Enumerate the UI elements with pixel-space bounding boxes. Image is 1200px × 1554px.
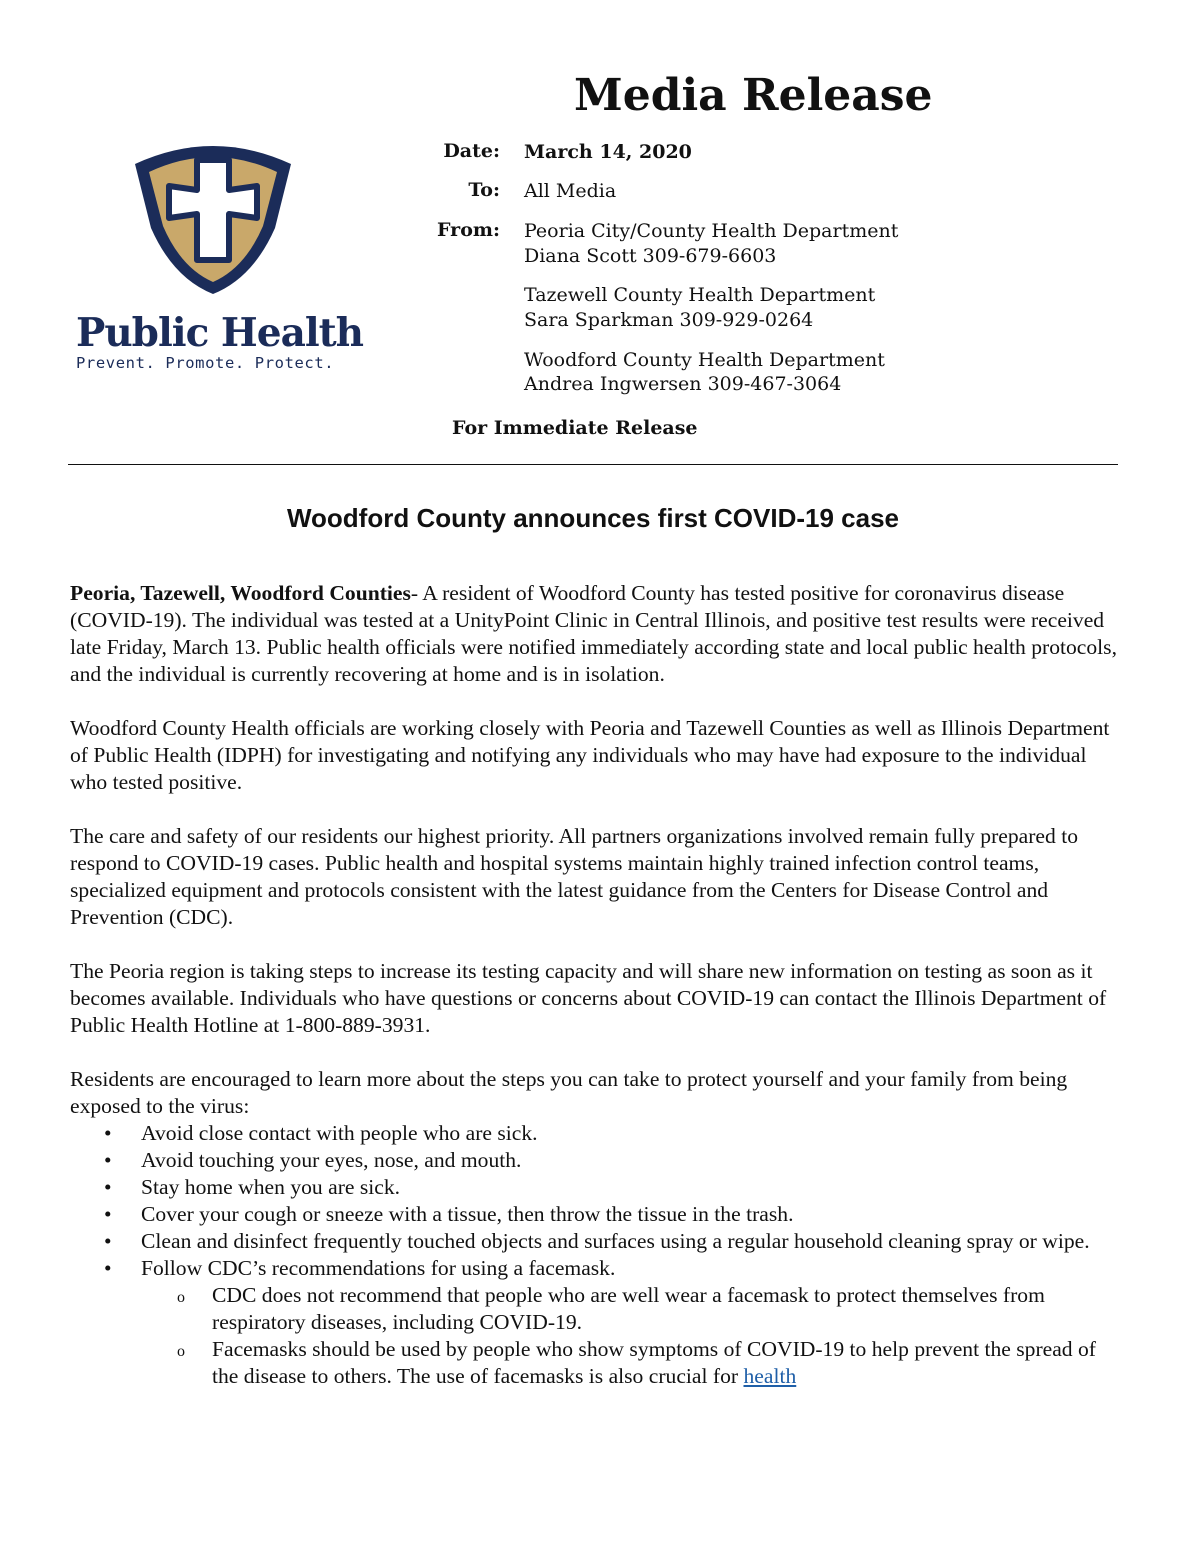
prevention-list xyxy=(70,1120,1120,1390)
list-item-text: Follow CDC’s recommendations for using a facemask. xyxy=(141,1256,616,1280)
from-label: From: xyxy=(437,219,500,241)
logo-tagline: Prevent. Promote. Protect. xyxy=(76,354,335,372)
list-item: • Avoid close contact with people who are sick. xyxy=(70,1120,1120,1147)
paragraph: The Peoria region is taking steps to increase its testing capacity and will share new information on testing as soon as it becomes available. Individuals who have questions or concerns about COVID-19 can contact the Illinois Department of Public Health Hotline at 1-800-889-3931. xyxy=(70,959,1107,1037)
release-body xyxy=(70,580,1120,1390)
paragraph: The care and safety of our residents our highest priority. All partners organizations involved remain fully prepared to respond to COVID-19 cases. Public health and hospital systems maintain highly trained infection control teams, specialized equipment and protocols consistent with the latest guidance from the Centers for Disease Control and Prevention (CDC). xyxy=(70,824,1078,929)
to-value: All Media xyxy=(524,180,617,202)
sub-list-item xyxy=(141,1336,1120,1390)
page-title: Media Release xyxy=(574,70,933,121)
health-link[interactable]: health xyxy=(743,1364,797,1388)
paragraph: Residents are encouraged to learn more about the steps you can take to protect yourself and your family from being exposed to the virus: xyxy=(70,1067,1068,1118)
list-item xyxy=(70,1255,1120,1390)
public-health-logo xyxy=(70,132,364,382)
contact-person: Sara Sparkman 309-929-0264 xyxy=(524,309,814,331)
facemask-sublist xyxy=(141,1282,1120,1390)
contact-org: Peoria City/County Health Department xyxy=(524,220,899,242)
date-value: March 14, 2020 xyxy=(524,141,692,163)
contact-org: Woodford County Health Department xyxy=(524,349,885,371)
list-item: • Cover your cough or sneeze with a tissue, then throw the tissue in the trash. xyxy=(70,1201,1120,1228)
contact-person: Andrea Ingwersen 309-467-3064 xyxy=(524,373,842,395)
list-item: • Avoid touching your eyes, nose, and mouth. xyxy=(70,1147,1120,1174)
paragraph-text: - A resident of Woodford County has tested positive for coronavirus disease (COVID-19). The individual was tested at a UnityPoint Clinic in Central Illinois, and positive test results were received late Friday, March 13. Public health officials were notified immediately according state and local public health protocols, and the individual is currently recovering at home and is in isolation. xyxy=(70,581,1117,686)
sub-list-item-text: Facemasks should be used by people who show symptoms of COVID-19 to help prevent the spread of the disease to others. The use of facemasks is also crucial for xyxy=(212,1337,1096,1388)
to-label: To: xyxy=(468,179,500,201)
header-divider xyxy=(68,464,1118,465)
contact-person: Diana Scott 309-679-6603 xyxy=(524,245,777,267)
release-note: For Immediate Release xyxy=(452,417,698,439)
list-item: • Stay home when you are sick. xyxy=(70,1174,1120,1201)
date-label: Date: xyxy=(443,140,500,162)
contact-org: Tazewell County Health Department xyxy=(524,284,876,306)
sub-list-item: o CDC does not recommend that people who are well wear a facemask to protect themselves from respiratory diseases, including COVID-19. xyxy=(141,1282,1120,1336)
dateline: Peoria, Tazewell, Woodford Counties xyxy=(70,581,411,605)
logo-wordmark: Public Health xyxy=(76,310,364,356)
paragraph: Woodford County Health officials are working closely with Peoria and Tazewell Counties as well as Illinois Department of Public Health (IDPH) for investigating and notifying any individuals who may have had exposure to the individual who tested positive. xyxy=(70,716,1110,794)
list-item: • Clean and disinfect frequently touched objects and surfaces using a regular household cleaning spray or wipe. xyxy=(70,1228,1120,1255)
shield-cross-icon xyxy=(125,132,301,302)
paragraph xyxy=(70,580,1120,688)
headline: Woodford County announces first COVID-19 case xyxy=(286,503,900,533)
